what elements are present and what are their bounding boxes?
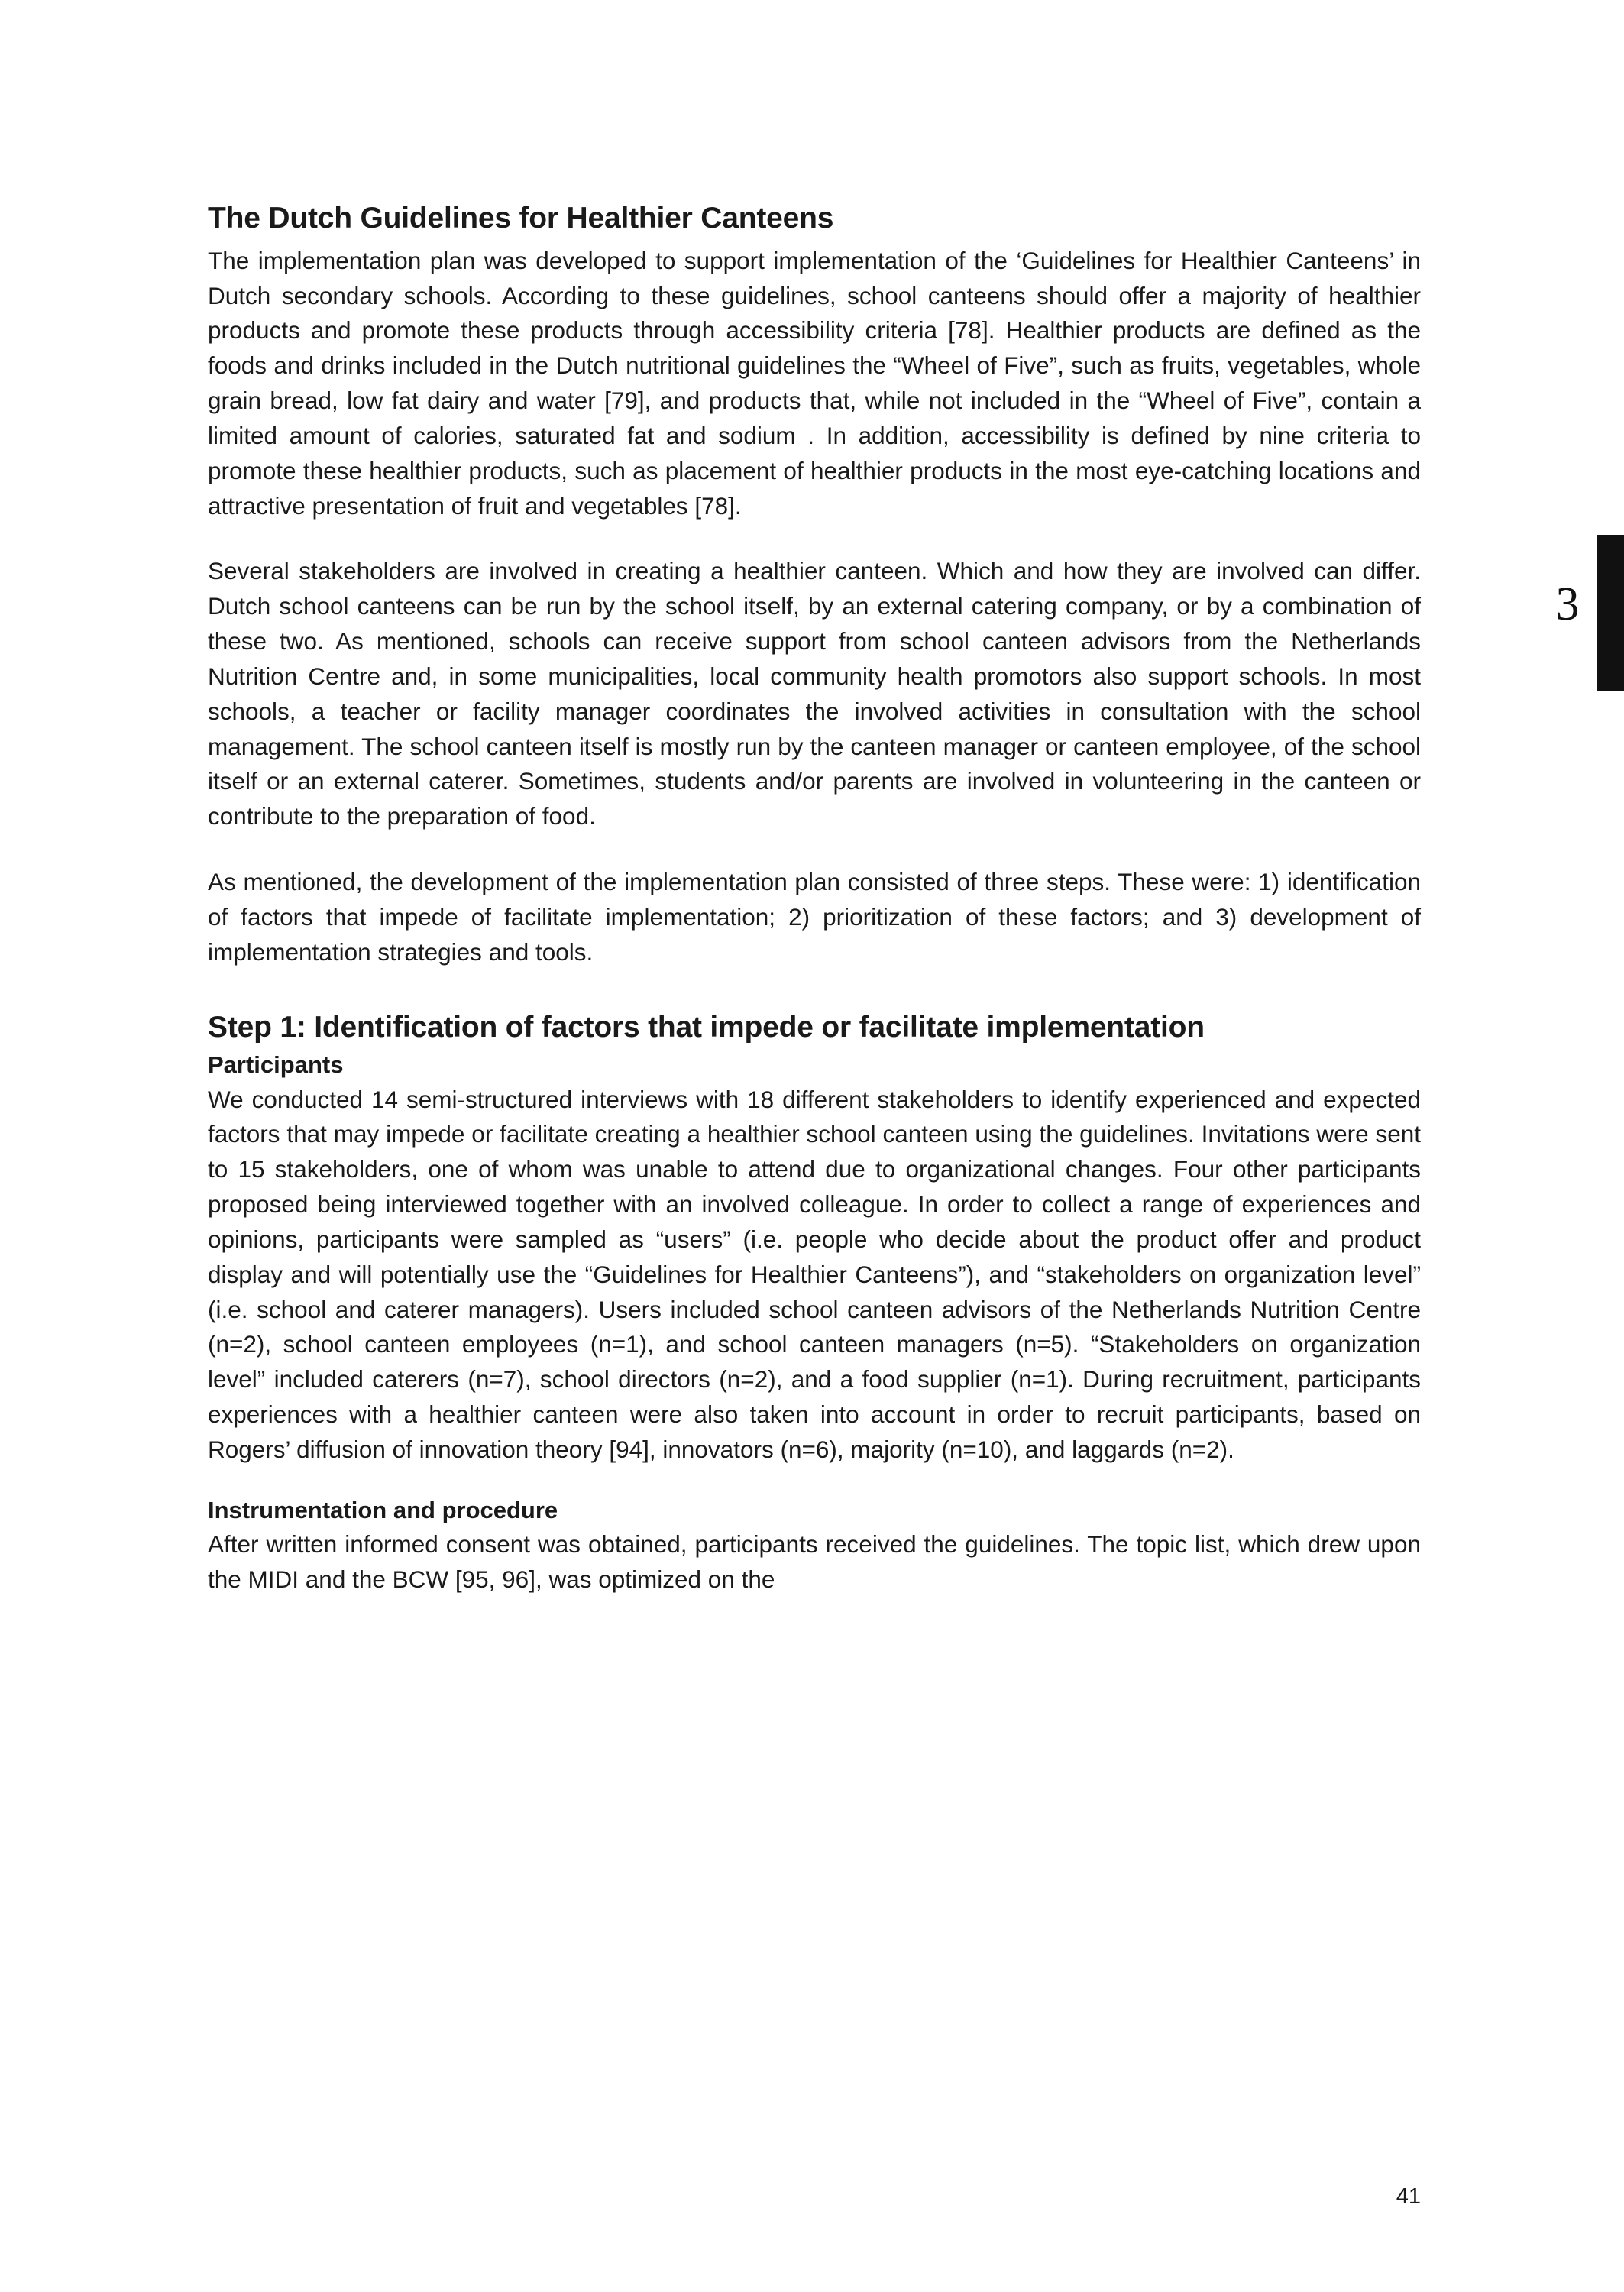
chapter-number: 3 bbox=[1555, 578, 1580, 630]
section-heading-step-1: Step 1: Identification of factors that impede or facilitate implementation bbox=[208, 1011, 1205, 1044]
paragraph-guidelines-overview: The implementation plan was developed to support implementation of the ‘Guidelines for Healthier Canteens’ in Dutch secondary schools. According to these guidelines, school canteens should offer a majority of healthier products and promote these products through accessibility criteria [78]. Healthier products are defined as the foods and drinks included in the Dutch nutritional guidelines the “Wheel of Five”, such as fruits, vegetables, whole grain bread, low fat dairy and water [79], and products that, while not included in the “Wheel of Five”, contain a limited amount of calories, saturated fat and sodium . In addition, accessibility is defined by nine criteria to promote these healthier products, such as placement of healthier products in the most eye-catching locations and attractive presentation of fruit and vegetables [78]. bbox=[208, 246, 1421, 520]
subheading-participants: Participants bbox=[208, 1051, 344, 1079]
chapter-thumb-tab bbox=[1597, 535, 1624, 691]
paragraph-participants: We conducted 14 semi-structured interviews with 18 different stakeholders to identify experienced and expected factors that may impede or facilitate creating a healthier school canteen using the guidelines. Invitations were sent to 15 stakeholders, one of whom was unable to attend due to organizational changes. Four other participants proposed being interviewed together with an involved colleague. In order to collect a range of experiences and opinions, participants were sampled as “users” (i.e. people who decide about the product offer and product display and will potentially use the “Guidelines for Healthier Canteens”), and “stakeholders on organization level” (i.e. school and caterer managers). Users included school canteen advisors of the Netherlands Nutrition Centre (n=2), school canteen employees (n=1), and school canteen managers (n=5). “Stakeholders on organization level” included caterers (n=7), school directors (n=2), and a food supplier (n=1). During recruitment, participants experiences with a healthier canteen were also taken into account in order to recruit participants, based on Rogers’ diffusion of innovation theory [94], innovators (n=6), majority (n=10), and laggards (n=2). bbox=[208, 1085, 1421, 1463]
paragraph-spacer bbox=[208, 1468, 1421, 1495]
subheading-instrumentation: Instrumentation and procedure bbox=[208, 1496, 558, 1523]
page-number: 41 bbox=[1396, 2184, 1421, 2209]
page-title: The Dutch Guidelines for Healthier Canteens bbox=[208, 202, 834, 235]
paragraph-three-steps: As mentioned, the development of the implementation plan consisted of three steps. These were: 1) identification of factors that impede of facilitate implementation; 2) prioritization of these factors; and 3) development of implementation strategies and tools. bbox=[208, 868, 1421, 966]
page-content bbox=[208, 200, 1421, 1598]
paragraph-stakeholders: Several stakeholders are involved in creating a healthier canteen. Which and how they are involved can differ. Dutch school canteens can be run by the school itself, by an external catering company, or by a combination of these two. As mentioned, schools can receive support from school canteen advisors from the Netherlands Nutrition Centre and, in some municipalities, local community health promotors also support schools. In most schools, a teacher or facility manager coordinates the involved activities in consultation with the school management. The school canteen itself is mostly run by the canteen manager or canteen employee, of the school itself or an external caterer. Sometimes, students and/or parents are involved in volunteering in the canteen or contribute to the preparation of food. bbox=[208, 557, 1421, 830]
paragraph-spacer bbox=[208, 523, 1421, 554]
paragraph-instrumentation: After written informed consent was obtained, participants received the guidelines. The topic list, which drew upon the MIDI and the BCW [95, 96], was optimized on the bbox=[208, 1530, 1421, 1593]
paragraph-spacer bbox=[208, 834, 1421, 865]
section-spacer bbox=[208, 970, 1421, 1009]
